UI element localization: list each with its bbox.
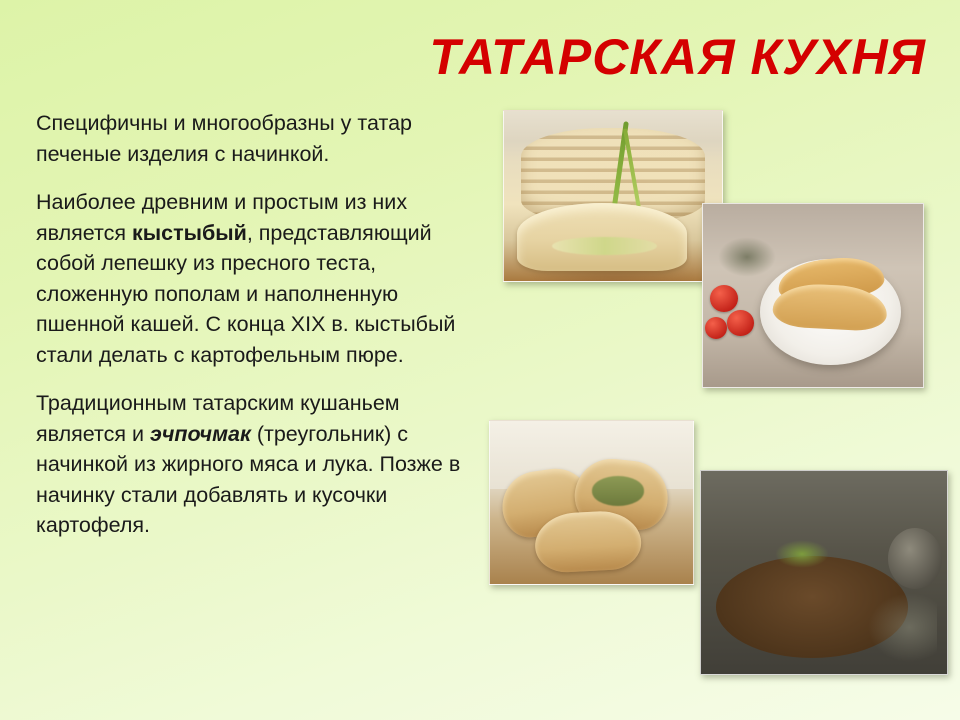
filling-shape xyxy=(592,476,645,505)
bowl-shape xyxy=(888,528,942,589)
echpochmak-photo xyxy=(700,470,948,675)
herb-shape xyxy=(775,540,829,568)
triangle-pastry-shape xyxy=(795,506,847,510)
dried-sprig-shape xyxy=(868,593,937,662)
paragraph-1 xyxy=(36,108,488,169)
kystyby-plate-photo xyxy=(702,203,924,388)
triangle-pastry-shape xyxy=(736,515,787,524)
herb-shape xyxy=(718,237,775,277)
photo-reflection xyxy=(703,387,923,388)
tomato-shape xyxy=(710,285,739,312)
text-column xyxy=(36,108,488,541)
paragraph-3-rest: (треугольник) с начинкой из жирного мяса и лука. Позже в начинку стали добавлять и кусочки картофеля. xyxy=(36,421,461,538)
tomato-shape xyxy=(705,317,727,339)
term-kystyby: кыстыбый xyxy=(131,220,247,245)
photo-reflection xyxy=(701,674,947,675)
term-echpochmak: эчпочмак xyxy=(149,421,251,446)
stuffed-pastry-photo xyxy=(489,420,694,585)
paragraph-2-lead: Наиболее древним и простым из них является xyxy=(36,190,408,245)
photo-reflection xyxy=(504,281,722,282)
kystyby-stack-photo xyxy=(503,110,723,282)
paragraph-1-text: Специфичны и многообразны у татар печеные изделия с начинкой. xyxy=(36,111,413,166)
paragraph-2 xyxy=(36,187,488,370)
page-title: ТАТАРСКАЯ КУХНЯ xyxy=(429,29,926,85)
paragraph-3 xyxy=(36,388,488,541)
photo-reflection xyxy=(490,584,693,585)
paragraph-2-rest: , представляющий собой лепешку из пресного теста, сложенную пополам и наполненную пшенной кашей. С конца XIX в. кыстыбый стали делать с картофельным пюре. xyxy=(36,220,456,367)
tomato-shape xyxy=(727,310,753,336)
paragraph-3-lead: Традиционным татарским кушаньем является и xyxy=(36,391,400,446)
